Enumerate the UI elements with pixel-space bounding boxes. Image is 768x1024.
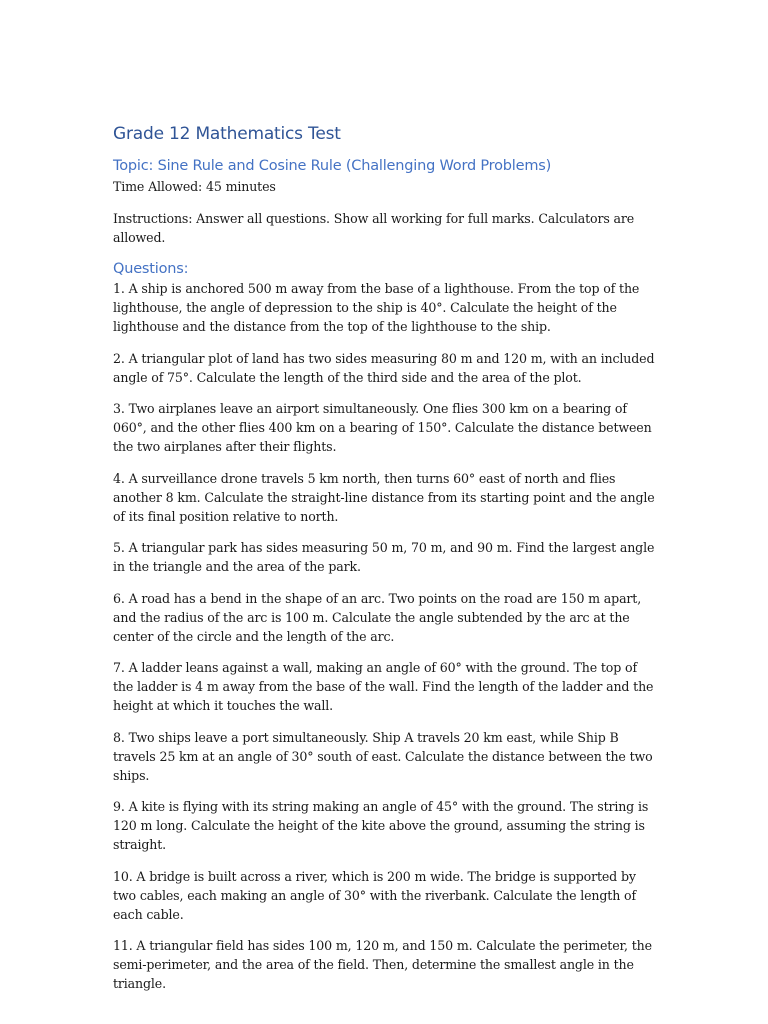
question-5: 5. A triangular park has sides measuring 50 m, 70 m, and 90 m. Find the largest angle in the triangle and the area of the park. (113, 540, 655, 574)
time-allowed: Time Allowed: 45 minutes (113, 179, 276, 194)
question-8: 8. Two ships leave a port simultaneously. Ship A travels 20 km east, while Ship B travels 25 km at an angle of 30° south of east. Calculate the distance between the two ships. (113, 729, 653, 783)
question-11: 11. A triangular field has sides 100 m, 120 m, and 150 m. Calculate the perimeter, the semi-perimeter, and the area of the field. Then, determine the smallest angle in the triangle. (113, 938, 652, 991)
document-title: Grade 12 Mathematics Test (113, 124, 341, 144)
question-7: 7. A ladder leans against a wall, making an angle of 60° with the ground. The top of the ladder is 4 m away from the base of the wall. Find the length of the ladder and the height at which it touches the wall. (113, 660, 654, 713)
instructions: Instructions: Answer all questions. Show all working for full marks. Calculators are allowed. (113, 211, 635, 245)
question-4: 4. A surveillance drone travels 5 km north, then turns 60° east of north and flies another 8 km. Calculate the straight-line distance from its starting point and the angle of its final position relative to north. (113, 470, 655, 524)
test-document (113, 124, 658, 1006)
question-9: 9. A kite is flying with its string making an angle of 45° with the ground. The string is 120 m long. Calculate the height of the kite above the ground, assuming the string is straight. (113, 799, 649, 852)
question-list (113, 279, 658, 993)
question-10: 10. A bridge is built across a river, which is 200 m wide. The bridge is supported by two cables, each making an angle of 30° with the riverbank. Calculate the length of each cable. (113, 868, 636, 922)
topic-heading: Topic: Sine Rule and Cosine Rule (Challenging Word Problems) (113, 158, 552, 174)
questions-heading: Questions: (113, 261, 189, 277)
question-2: 2. A triangular plot of land has two sides measuring 80 m and 120 m, with an included angle of 75°. Calculate the length of the third side and the area of the plot. (113, 350, 655, 385)
question-6: 6. A road has a bend in the shape of an arc. Two points on the road are 150 m apart, and the radius of the arc is 100 m. Calculate the angle subtended by the arc at the center of the circle and the length of the arc. (113, 590, 642, 644)
question-1: 1. A ship is anchored 500 m away from the base of a lighthouse. From the top of the lighthouse, the angle of depression to the ship is 40°. Calculate the height of the lighthouse and the distance from the top of the lighthouse to the ship. (113, 281, 640, 334)
question-3: 3. Two airplanes leave an airport simultaneously. One flies 300 km on a bearing of 060°, and the other flies 400 km on a bearing of 150°. Calculate the distance between the two airplanes after their flights. (113, 401, 652, 454)
